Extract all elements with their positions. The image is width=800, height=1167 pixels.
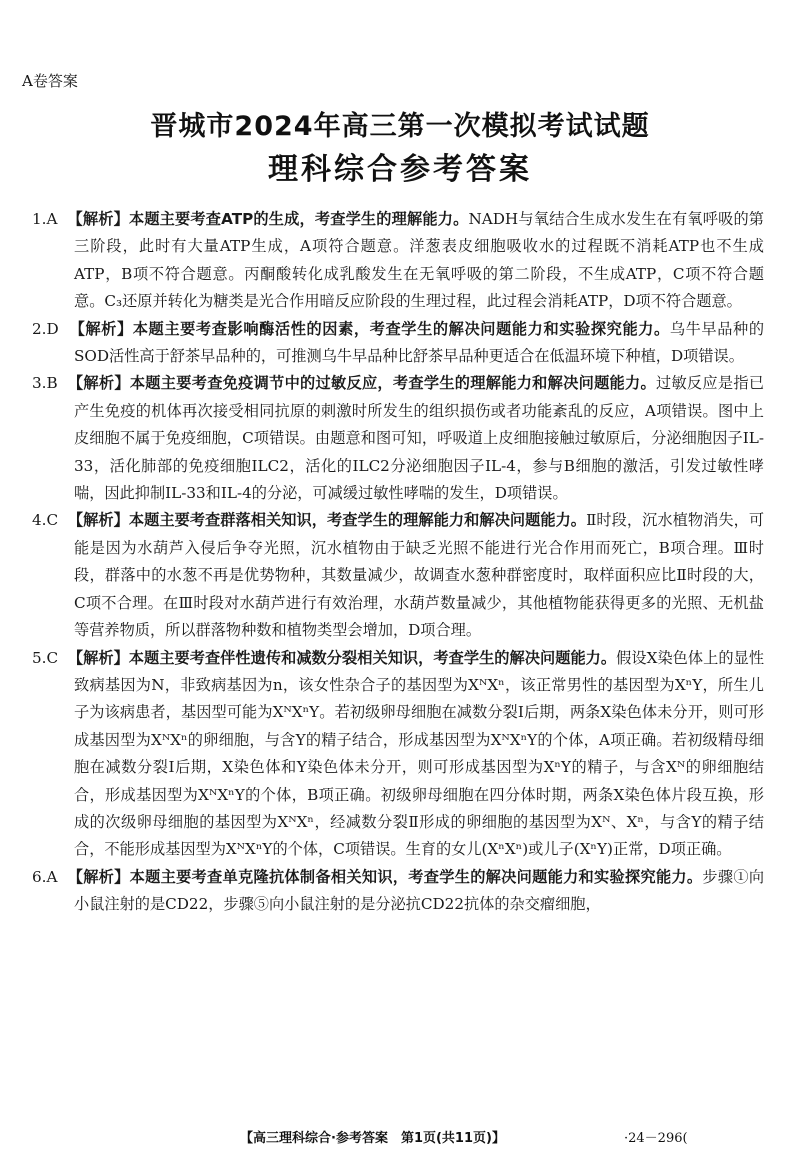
footer-title: 【高三理科综合·参考答案 第1页(共11页)】 [240, 1131, 505, 1146]
analysis-text: 步骤①向小鼠注射的是CD22，步骤⑤向小鼠注射的是分泌抗CD22抗体的杂交瘤细胞， [74, 867, 765, 914]
answer-item-1 [32, 206, 764, 316]
question-number: 5. [32, 648, 47, 667]
analysis-text: Ⅱ时段，沉水植物消失，可能是因为水葫芦入侵后争夺光照，沉水植物由于缺乏光照不能进行光合作用而死亡，B项合理。Ⅲ时段，群落中的水葱不再是优势物种，其数量减少，故调查水葱种群密度时，取样面积应比Ⅱ时段的大，C项不合理。在Ⅲ时段对水葫芦进行有效治理，水葫芦数量减少，其他植物能获得更多的光照、无机盐等营养物质，所以群落物种数和植物类型会增加，D项合理。 [74, 511, 765, 640]
analysis-tag: 【解析】 [67, 867, 130, 886]
answer-item-3 [32, 370, 764, 507]
exam-title: 晋城市2024年高三第一次模拟考试试题 [150, 111, 650, 142]
paper-version-label: A卷答案 [22, 72, 78, 90]
question-number: 2. [32, 319, 47, 338]
analysis-focus: 本题主要考查影响酶活性的因素，考查学生的解决问题能力和实验探究能力。 [132, 319, 670, 338]
analysis-focus: 本题主要考查群落相关知识，考查学生的理解能力和解决问题能力。 [128, 511, 587, 530]
analysis-focus: 本题主要考查伴性遗传和减数分裂相关知识，考查学生的解决问题能力。 [128, 648, 617, 667]
answer-item-4 [32, 507, 764, 644]
analysis-tag: 【解析】 [67, 374, 130, 393]
answer-choice: C [46, 648, 59, 667]
question-number: 1. [32, 210, 47, 228]
answer-list [32, 206, 764, 919]
footer-code: ·24－296( [624, 1131, 688, 1146]
answer-key-title: 理科综合参考答案 [268, 152, 532, 187]
analysis-focus: 本题主要考查ATP的生成，考查学生的理解能力。 [128, 210, 469, 228]
analysis-text: 乌牛早品种的SOD活性高于舒茶早品种的，可推测乌牛早品种比舒茶早品种更适合在低温环境下种植，D项错误。 [74, 319, 765, 366]
answer-choice: B [46, 374, 58, 393]
analysis-focus: 本题主要考查单克隆抗体制备相关知识，考查学生的解决问题能力和实验探究能力。 [129, 867, 703, 886]
analysis-tag: 【解析】 [67, 210, 129, 228]
analysis-tag: 【解析】 [67, 511, 129, 530]
analysis-text: 假设X染色体上的显性致病基因为N，非致病基因为n，该女性杂合子的基因型为XᴺXⁿ，该正常男性的基因型为XⁿY，所生儿子为该病患者，基因型可能为XᴺXⁿY。若初级卵母细胞在减数分裂Ⅰ后期，两条X染色体未分开，则可形成基因型为XᴺXⁿ的卵细胞，与含Y的精子结合，形成基因型为XᴺXⁿY的个体，A项正确。若初级精母细胞在减数分裂Ⅰ后期，X染色体和Y染色体未分开，则可形成基因型为XⁿY的精子，与含Xᴺ的卵细胞结合，形成基因型为XᴺXⁿY的个体，B项正确。初级卵母细胞在四分体时期，两条X染色体片段互换，形成的次级卵母细胞的基因型为XᴺXⁿ，经减数分裂Ⅱ形成的卵细胞的基因型为Xᴺ、Xⁿ，与含Y的精子结合，不能形成基因型为XᴺXⁿY的个体，C项错误。生育的女儿(XⁿXⁿ)或儿子(XⁿY)正常，D项正确。 [74, 648, 765, 859]
question-number: 4. [32, 511, 47, 530]
analysis-tag: 【解析】 [69, 319, 133, 338]
analysis-text: 过敏反应是指已产生免疫的机体再次接受相同抗原的刺激时所发生的组织损伤或者功能紊乱的反应，A项错误。图中上皮细胞不属于免疫细胞，C项错误。由题意和图可知，呼吸道上皮细胞接触过敏原后，分泌细胞因子IL-33，活化肺部的免疫细胞ILC2，活化的ILC2分泌细胞因子IL-4，参与B细胞的激活，引发过敏性哮喘，因此抑制IL-33和IL-4的分泌，可减缓过敏性哮喘的发生，D项错误。 [74, 374, 765, 503]
analysis-tag: 【解析】 [67, 648, 129, 667]
answer-choice: A [46, 867, 58, 886]
answer-item-6 [32, 864, 764, 919]
answer-choice: A [46, 210, 58, 228]
question-number: 6. [32, 867, 47, 886]
answer-choice: C [46, 511, 59, 530]
answer-item-2 [32, 316, 764, 371]
analysis-focus: 本题主要考查免疫调节中的过敏反应，考查学生的理解能力和解决问题能力。 [129, 374, 656, 393]
answer-item-5 [32, 645, 764, 864]
answer-choice: D [46, 319, 59, 338]
question-number: 3. [32, 374, 47, 393]
analysis-text: NADH与氧结合生成水发生在有氧呼吸的第三阶段，此时有大量ATP生成，A项符合题意。洋葱表皮细胞吸收水的过程既不消耗ATP也不生成ATP，B项不符合题意。丙酮酸转化成乳酸发生在无氧呼吸的第二阶段，不生成ATP，C项不符合题意。C₃还原并转化为糖类是光合作用暗反应阶段的生理过程，此过程会消耗ATP，D项不符合题意。 [74, 210, 764, 311]
